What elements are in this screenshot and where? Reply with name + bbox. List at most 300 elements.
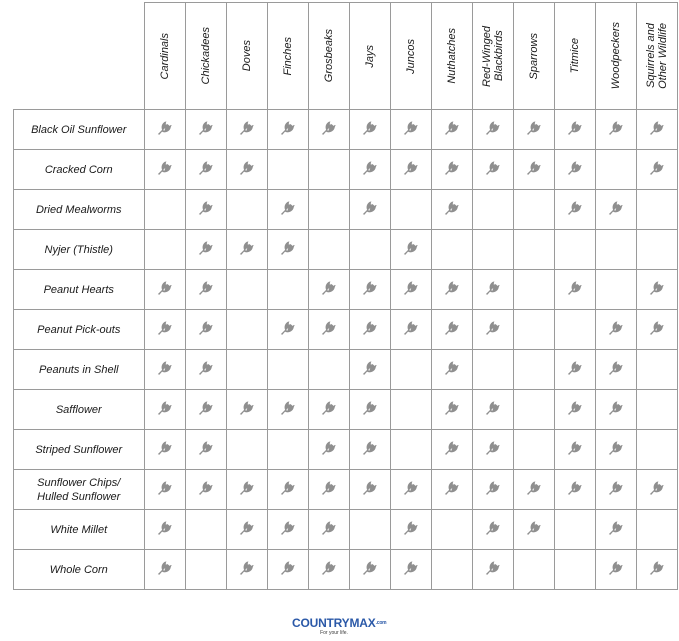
- bird-silhouette-icon: [278, 198, 297, 217]
- bird-silhouette-icon: [442, 158, 461, 177]
- table-cell: [513, 230, 554, 270]
- bird-silhouette-icon: [196, 438, 215, 457]
- table-cell: [431, 550, 472, 590]
- table-cell: [308, 230, 349, 270]
- table-cell: [513, 310, 554, 350]
- table-row: [14, 190, 678, 230]
- bird-silhouette-icon: [360, 198, 379, 217]
- table-cell: [185, 150, 226, 190]
- table-cell: [636, 390, 677, 430]
- table-cell: [636, 190, 677, 230]
- table-cell: [390, 190, 431, 230]
- table-cell: [554, 470, 595, 510]
- bird-silhouette-icon: [155, 158, 174, 177]
- bird-silhouette-icon: [647, 478, 666, 497]
- table-cell: [636, 550, 677, 590]
- table-cell: [595, 190, 636, 230]
- bird-silhouette-icon: [524, 118, 543, 137]
- table-cell: [431, 470, 472, 510]
- row-label: Nyjer (Thistle): [14, 230, 145, 270]
- table-cell: [636, 270, 677, 310]
- table-cell: [513, 270, 554, 310]
- table-cell: [472, 270, 513, 310]
- table-cell: [308, 430, 349, 470]
- bird-silhouette-icon: [565, 118, 584, 137]
- table-row: [14, 390, 678, 430]
- bird-silhouette-icon: [442, 398, 461, 417]
- table-cell: [349, 110, 390, 150]
- bird-silhouette-icon: [401, 318, 420, 337]
- bird-silhouette-icon: [196, 318, 215, 337]
- bird-silhouette-icon: [647, 158, 666, 177]
- table-cell: [595, 150, 636, 190]
- table-cell: [513, 110, 554, 150]
- table-cell: [349, 270, 390, 310]
- bird-silhouette-icon: [278, 318, 297, 337]
- table-cell: [267, 110, 308, 150]
- table-cell: [472, 190, 513, 230]
- bird-silhouette-icon: [278, 398, 297, 417]
- table-cell: [226, 350, 267, 390]
- table-cell: [595, 270, 636, 310]
- bird-silhouette-icon: [278, 118, 297, 137]
- column-header-label: Grosbeaks: [322, 29, 335, 83]
- bird-silhouette-icon: [360, 278, 379, 297]
- bird-silhouette-icon: [442, 438, 461, 457]
- table-cell: [554, 550, 595, 590]
- table-cell: [226, 430, 267, 470]
- bird-silhouette-icon: [237, 518, 256, 537]
- table-row: [14, 230, 678, 270]
- bird-silhouette-icon: [483, 158, 502, 177]
- table-cell: [349, 390, 390, 430]
- table-row: [14, 510, 678, 550]
- bird-silhouette-icon: [606, 198, 625, 217]
- table-cell: [431, 190, 472, 230]
- bird-silhouette-icon: [360, 438, 379, 457]
- bird-silhouette-icon: [237, 558, 256, 577]
- bird-silhouette-icon: [278, 518, 297, 537]
- logo-tagline: For your life.: [320, 630, 348, 636]
- table-cell: [144, 190, 185, 230]
- table-cell: [308, 390, 349, 430]
- table-cell: [308, 270, 349, 310]
- column-header-label: Cardinals: [158, 32, 171, 80]
- row-label: Black Oil Sunflower: [14, 110, 145, 150]
- bird-silhouette-icon: [442, 358, 461, 377]
- bird-silhouette-icon: [360, 318, 379, 337]
- bird-silhouette-icon: [319, 558, 338, 577]
- table-cell: [513, 550, 554, 590]
- bird-silhouette-icon: [319, 398, 338, 417]
- table-body: [14, 110, 678, 590]
- table-cell: [308, 310, 349, 350]
- table-cell: [554, 510, 595, 550]
- bird-silhouette-icon: [565, 438, 584, 457]
- table-cell: [595, 310, 636, 350]
- column-header-label: Woodpeckers: [609, 22, 622, 90]
- bird-silhouette-icon: [606, 438, 625, 457]
- bird-silhouette-icon: [442, 118, 461, 137]
- row-label: Striped Sunflower: [14, 430, 145, 470]
- bird-silhouette-icon: [319, 278, 338, 297]
- table-cell: [431, 350, 472, 390]
- bird-silhouette-icon: [319, 438, 338, 457]
- column-header: [472, 3, 513, 110]
- table-cell: [390, 350, 431, 390]
- column-header: [554, 3, 595, 110]
- table-cell: [513, 390, 554, 430]
- bird-silhouette-icon: [606, 358, 625, 377]
- table-cell: [472, 310, 513, 350]
- bird-silhouette-icon: [155, 318, 174, 337]
- bird-silhouette-icon: [155, 118, 174, 137]
- table-cell: [513, 470, 554, 510]
- table-cell: [349, 310, 390, 350]
- table-cell: [349, 350, 390, 390]
- table-row: [14, 470, 678, 510]
- table-cell: [226, 270, 267, 310]
- table-cell: [308, 350, 349, 390]
- table-cell: [349, 430, 390, 470]
- bird-silhouette-icon: [606, 558, 625, 577]
- column-header: [595, 3, 636, 110]
- table-cell: [226, 230, 267, 270]
- table-cell: [554, 110, 595, 150]
- row-label: Peanuts in Shell: [14, 350, 145, 390]
- table-cell: [595, 510, 636, 550]
- bird-silhouette-icon: [483, 398, 502, 417]
- table-cell: [308, 470, 349, 510]
- bird-silhouette-icon: [647, 118, 666, 137]
- table-cell: [185, 110, 226, 150]
- table-cell: [513, 150, 554, 190]
- bird-silhouette-icon: [278, 558, 297, 577]
- table-cell: [513, 190, 554, 230]
- table-cell: [595, 550, 636, 590]
- table-cell: [226, 310, 267, 350]
- table-cell: [472, 390, 513, 430]
- bird-silhouette-icon: [565, 198, 584, 217]
- table-cell: [267, 430, 308, 470]
- bird-silhouette-icon: [483, 518, 502, 537]
- bird-silhouette-icon: [565, 278, 584, 297]
- bird-silhouette-icon: [196, 158, 215, 177]
- table-cell: [554, 430, 595, 470]
- bird-silhouette-icon: [483, 318, 502, 337]
- bird-silhouette-icon: [196, 278, 215, 297]
- feeder-chart-table: [13, 2, 678, 590]
- row-label: White Millet: [14, 510, 145, 550]
- table-cell: [554, 390, 595, 430]
- bird-silhouette-icon: [237, 238, 256, 257]
- table-cell: [308, 510, 349, 550]
- bird-silhouette-icon: [401, 158, 420, 177]
- bird-silhouette-icon: [360, 478, 379, 497]
- bird-silhouette-icon: [483, 558, 502, 577]
- table-cell: [267, 470, 308, 510]
- bird-silhouette-icon: [360, 158, 379, 177]
- bird-silhouette-icon: [319, 318, 338, 337]
- table-cell: [144, 350, 185, 390]
- table-cell: [144, 430, 185, 470]
- column-header: [390, 3, 431, 110]
- column-header-label: Nuthatches: [445, 28, 458, 84]
- column-header-label: Chickadees: [199, 27, 212, 85]
- table-cell: [390, 510, 431, 550]
- bird-silhouette-icon: [401, 118, 420, 137]
- bird-silhouette-icon: [278, 478, 297, 497]
- table-cell: [226, 550, 267, 590]
- bird-silhouette-icon: [155, 278, 174, 297]
- column-header: [513, 3, 554, 110]
- table-cell: [144, 310, 185, 350]
- header-row: [14, 3, 678, 110]
- column-header: [185, 3, 226, 110]
- column-header-label: Red-Winged Blackbirds: [480, 25, 505, 87]
- table-cell: [472, 150, 513, 190]
- bird-silhouette-icon: [401, 518, 420, 537]
- bird-silhouette-icon: [196, 358, 215, 377]
- column-header: [267, 3, 308, 110]
- table-cell: [636, 430, 677, 470]
- bird-silhouette-icon: [647, 278, 666, 297]
- table-cell: [636, 110, 677, 150]
- bird-silhouette-icon: [647, 558, 666, 577]
- bird-silhouette-icon: [319, 518, 338, 537]
- bird-silhouette-icon: [196, 238, 215, 257]
- table-row: [14, 110, 678, 150]
- bird-silhouette-icon: [483, 438, 502, 457]
- bird-silhouette-icon: [360, 358, 379, 377]
- bird-silhouette-icon: [155, 518, 174, 537]
- table-row: [14, 150, 678, 190]
- bird-silhouette-icon: [524, 518, 543, 537]
- table-cell: [144, 510, 185, 550]
- table-cell: [144, 230, 185, 270]
- column-header-label: Finches: [281, 36, 294, 76]
- bird-silhouette-icon: [237, 478, 256, 497]
- table-row: [14, 350, 678, 390]
- bird-silhouette-icon: [155, 558, 174, 577]
- table-cell: [349, 550, 390, 590]
- table-cell: [144, 550, 185, 590]
- table-cell: [431, 510, 472, 550]
- table-cell: [595, 110, 636, 150]
- bird-silhouette-icon: [155, 438, 174, 457]
- table-cell: [185, 550, 226, 590]
- table-row: [14, 310, 678, 350]
- table-cell: [472, 350, 513, 390]
- table-cell: [308, 150, 349, 190]
- table-cell: [267, 270, 308, 310]
- table-cell: [185, 350, 226, 390]
- table-cell: [185, 270, 226, 310]
- column-header: [431, 3, 472, 110]
- bird-silhouette-icon: [606, 478, 625, 497]
- table-cell: [349, 230, 390, 270]
- bird-silhouette-icon: [319, 478, 338, 497]
- table-cell: [390, 150, 431, 190]
- row-label: Cracked Corn: [14, 150, 145, 190]
- table-cell: [636, 510, 677, 550]
- bird-silhouette-icon: [565, 478, 584, 497]
- column-header: [636, 3, 677, 110]
- bird-silhouette-icon: [442, 198, 461, 217]
- table-cell: [185, 470, 226, 510]
- row-label: Safflower: [14, 390, 145, 430]
- table-cell: [431, 230, 472, 270]
- table-cell: [390, 470, 431, 510]
- table-row: [14, 270, 678, 310]
- bird-silhouette-icon: [237, 398, 256, 417]
- table-cell: [267, 350, 308, 390]
- table-cell: [472, 230, 513, 270]
- row-label: Peanut Pick-outs: [14, 310, 145, 350]
- bird-silhouette-icon: [442, 478, 461, 497]
- table-cell: [349, 510, 390, 550]
- table-cell: [267, 550, 308, 590]
- bird-silhouette-icon: [442, 278, 461, 297]
- bird-silhouette-icon: [606, 518, 625, 537]
- table-cell: [513, 350, 554, 390]
- table-cell: [185, 230, 226, 270]
- table-cell: [513, 430, 554, 470]
- bird-silhouette-icon: [155, 398, 174, 417]
- table-cell: [267, 510, 308, 550]
- bird-silhouette-icon: [565, 358, 584, 377]
- bird-silhouette-icon: [360, 398, 379, 417]
- table-cell: [431, 110, 472, 150]
- table-cell: [226, 470, 267, 510]
- table-cell: [185, 310, 226, 350]
- table-cell: [636, 350, 677, 390]
- table-cell: [267, 230, 308, 270]
- column-header-label: Juncos: [404, 38, 417, 74]
- table-cell: [595, 390, 636, 430]
- countrymax-logo: [292, 616, 387, 636]
- column-header-label: Titmice: [568, 38, 581, 74]
- table-cell: [144, 470, 185, 510]
- table-cell: [144, 270, 185, 310]
- table-cell: [390, 430, 431, 470]
- bird-silhouette-icon: [565, 398, 584, 417]
- bird-silhouette-icon: [196, 118, 215, 137]
- table-cell: [390, 390, 431, 430]
- table-cell: [185, 510, 226, 550]
- bird-silhouette-icon: [360, 118, 379, 137]
- table-cell: [267, 390, 308, 430]
- bird-silhouette-icon: [278, 238, 297, 257]
- table-cell: [308, 190, 349, 230]
- bird-silhouette-icon: [524, 478, 543, 497]
- table-cell: [226, 190, 267, 230]
- table-cell: [267, 150, 308, 190]
- bird-silhouette-icon: [483, 278, 502, 297]
- bird-silhouette-icon: [319, 118, 338, 137]
- table-cell: [431, 430, 472, 470]
- bird-silhouette-icon: [360, 558, 379, 577]
- bird-silhouette-icon: [606, 118, 625, 137]
- table-cell: [308, 110, 349, 150]
- row-label: Sunflower Chips/ Hulled Sunflower: [14, 470, 145, 510]
- table-cell: [472, 550, 513, 590]
- bird-silhouette-icon: [524, 158, 543, 177]
- table-row: [14, 430, 678, 470]
- table-cell: [267, 190, 308, 230]
- bird-silhouette-icon: [196, 478, 215, 497]
- table-cell: [431, 310, 472, 350]
- table-cell: [390, 110, 431, 150]
- table-cell: [226, 390, 267, 430]
- table-cell: [144, 390, 185, 430]
- table-cell: [185, 430, 226, 470]
- table-cell: [472, 470, 513, 510]
- table-cell: [554, 150, 595, 190]
- row-label: Dried Mealworms: [14, 190, 145, 230]
- bird-silhouette-icon: [401, 478, 420, 497]
- table-cell: [226, 110, 267, 150]
- column-header-label: Jays: [363, 44, 376, 68]
- table-cell: [554, 350, 595, 390]
- bird-silhouette-icon: [155, 478, 174, 497]
- table-cell: [144, 150, 185, 190]
- table-cell: [390, 310, 431, 350]
- bird-silhouette-icon: [401, 278, 420, 297]
- table-row: [14, 550, 678, 590]
- table-cell: [431, 270, 472, 310]
- bird-silhouette-icon: [401, 238, 420, 257]
- bird-silhouette-icon: [401, 558, 420, 577]
- bird-silhouette-icon: [237, 158, 256, 177]
- bird-silhouette-icon: [606, 318, 625, 337]
- table-cell: [267, 310, 308, 350]
- table-cell: [349, 150, 390, 190]
- column-header: [226, 3, 267, 110]
- bird-silhouette-icon: [155, 358, 174, 377]
- column-header-label: Sparrows: [527, 32, 540, 80]
- table-cell: [636, 470, 677, 510]
- table-cell: [226, 510, 267, 550]
- table-cell: [636, 150, 677, 190]
- table-corner: [14, 3, 145, 110]
- table-cell: [554, 310, 595, 350]
- table-cell: [595, 470, 636, 510]
- table-cell: [390, 550, 431, 590]
- column-header: [308, 3, 349, 110]
- table-cell: [390, 270, 431, 310]
- bird-silhouette-icon: [565, 158, 584, 177]
- table-cell: [308, 550, 349, 590]
- bird-silhouette-icon: [442, 318, 461, 337]
- table-cell: [472, 430, 513, 470]
- table-cell: [185, 190, 226, 230]
- table-cell: [144, 110, 185, 150]
- table-cell: [349, 190, 390, 230]
- table-cell: [390, 230, 431, 270]
- table-cell: [431, 390, 472, 430]
- column-header-label: Doves: [240, 40, 253, 72]
- bird-silhouette-icon: [237, 118, 256, 137]
- table-cell: [554, 270, 595, 310]
- table-cell: [472, 110, 513, 150]
- table-cell: [554, 190, 595, 230]
- table-cell: [595, 230, 636, 270]
- table-cell: [226, 150, 267, 190]
- table-cell: [554, 230, 595, 270]
- table-cell: [636, 230, 677, 270]
- bird-silhouette-icon: [647, 318, 666, 337]
